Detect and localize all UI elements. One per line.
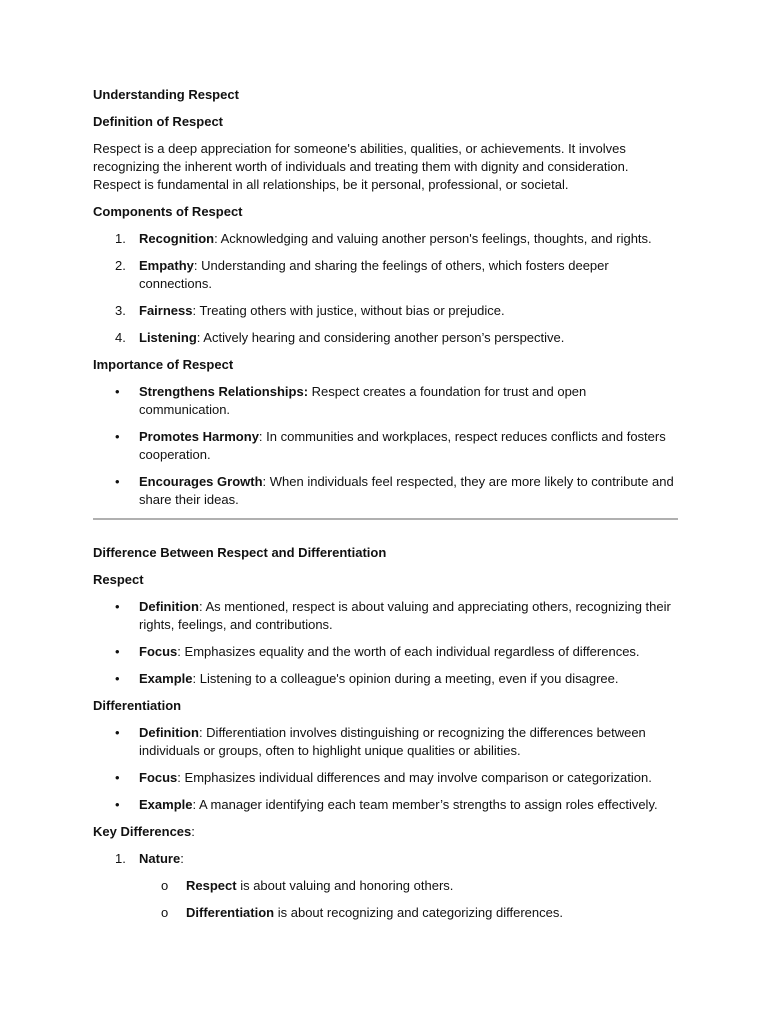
differentiation-list <box>93 724 678 814</box>
item-text: : Actively hearing and considering another person’s perspective. <box>196 330 565 345</box>
components-heading: Components of Respect <box>93 204 243 219</box>
list-number: 2. <box>115 258 126 273</box>
list-item <box>93 428 678 464</box>
item-term: Empathy <box>139 258 194 273</box>
list-item <box>93 598 678 634</box>
bullet-icon: • <box>115 671 120 686</box>
list-item <box>93 643 678 661</box>
item-text: : <box>180 851 184 866</box>
differentiation-heading: Differentiation <box>93 698 182 713</box>
item-term: Encourages Growth <box>139 474 263 489</box>
item-term: Recognition <box>139 231 215 246</box>
importance-heading: Importance of Respect <box>93 357 234 372</box>
list-item <box>93 473 678 509</box>
item-text: : In communities and workplaces, respect reduces conflicts and fosters cooperation. <box>139 429 666 462</box>
definition-heading: Definition of Respect <box>93 114 224 129</box>
bullet-icon: • <box>115 429 120 444</box>
horizontal-divider <box>93 518 678 520</box>
bullet-icon: • <box>115 770 120 785</box>
list-item <box>93 329 678 347</box>
respect-list <box>93 598 678 688</box>
item-term: Focus <box>139 770 178 785</box>
section-title: Difference Between Respect and Differentiation <box>93 545 387 560</box>
key-differences-heading <box>93 823 678 841</box>
item-text: : Emphasizes individual differences and may involve comparison or categorization. <box>177 770 652 785</box>
list-number: 1. <box>115 851 126 866</box>
sublist-item <box>139 877 678 895</box>
key-differences-label: Key Differences <box>93 824 192 839</box>
importance-list <box>93 383 678 509</box>
bullet-icon: • <box>115 644 120 659</box>
item-term: Differentiation <box>186 905 275 920</box>
item-text: : When individuals feel respected, they are more likely to contribute and share their ideas. <box>139 474 674 507</box>
list-item <box>93 769 678 787</box>
item-text: : Listening to a colleague's opinion during a meeting, even if you disagree. <box>192 671 619 686</box>
item-term: Focus <box>139 644 178 659</box>
list-item <box>93 257 678 293</box>
key-differences-list <box>93 850 678 922</box>
key-differences-colon: : <box>191 824 195 839</box>
item-term: Example <box>139 797 193 812</box>
components-list <box>93 230 678 347</box>
item-text: is about valuing and honoring others. <box>236 878 454 893</box>
document-body <box>93 86 678 931</box>
list-item <box>93 670 678 688</box>
bullet-icon: • <box>115 797 120 812</box>
item-text: : Treating others with justice, without bias or prejudice. <box>192 303 505 318</box>
bullet-icon: • <box>115 474 120 489</box>
item-text: : Differentiation involves distinguishing or recognizing the differences between individuals or groups, often to highlight unique qualities or abilities. <box>139 725 646 758</box>
list-item <box>93 796 678 814</box>
item-term: Definition <box>139 725 199 740</box>
respect-heading: Respect <box>93 572 144 587</box>
list-item <box>93 383 678 419</box>
bullet-icon: • <box>115 384 120 399</box>
list-item <box>93 230 678 248</box>
item-term: Example <box>139 671 193 686</box>
nature-sublist <box>139 877 678 922</box>
item-term: Respect <box>186 878 237 893</box>
list-item <box>93 302 678 320</box>
item-text: : A manager identifying each team member’s strengths to assign roles effectively. <box>192 797 658 812</box>
sublist-item <box>139 904 678 922</box>
list-number: 1. <box>115 231 126 246</box>
list-number: 4. <box>115 330 126 345</box>
bullet-icon: • <box>115 599 120 614</box>
circle-bullet-icon: o <box>161 905 169 920</box>
item-text: : As mentioned, respect is about valuing and appreciating others, recognizing their rights, feelings, and contributions. <box>139 599 671 632</box>
item-term: Listening <box>139 330 197 345</box>
item-term: Fairness <box>139 303 193 318</box>
bullet-icon: • <box>115 725 120 740</box>
list-item <box>93 724 678 760</box>
item-text: is about recognizing and categorizing differences. <box>274 905 563 920</box>
item-text: Respect creates a foundation for trust and open communication. <box>139 384 587 417</box>
item-text: : Emphasizes equality and the worth of each individual regardless of differences. <box>177 644 640 659</box>
definition-paragraph: Respect is a deep appreciation for someone's abilities, qualities, or achievements. It involves recognizing the inherent worth of individuals and treating them with dignity and consideration. Respect is fundamental in all relationships, be it personal, professional, or societal. <box>93 141 629 192</box>
document-title: Understanding Respect <box>93 87 239 102</box>
list-item <box>93 850 678 922</box>
item-term: Nature <box>139 851 181 866</box>
list-number: 3. <box>115 303 126 318</box>
item-text: : Understanding and sharing the feelings of others, which fosters deeper connections. <box>139 258 609 291</box>
item-text: : Acknowledging and valuing another person's feelings, thoughts, and rights. <box>214 231 652 246</box>
item-term: Definition <box>139 599 199 614</box>
item-term: Strengthens Relationships: <box>139 384 309 399</box>
item-term: Promotes Harmony <box>139 429 259 444</box>
circle-bullet-icon: o <box>161 878 169 893</box>
